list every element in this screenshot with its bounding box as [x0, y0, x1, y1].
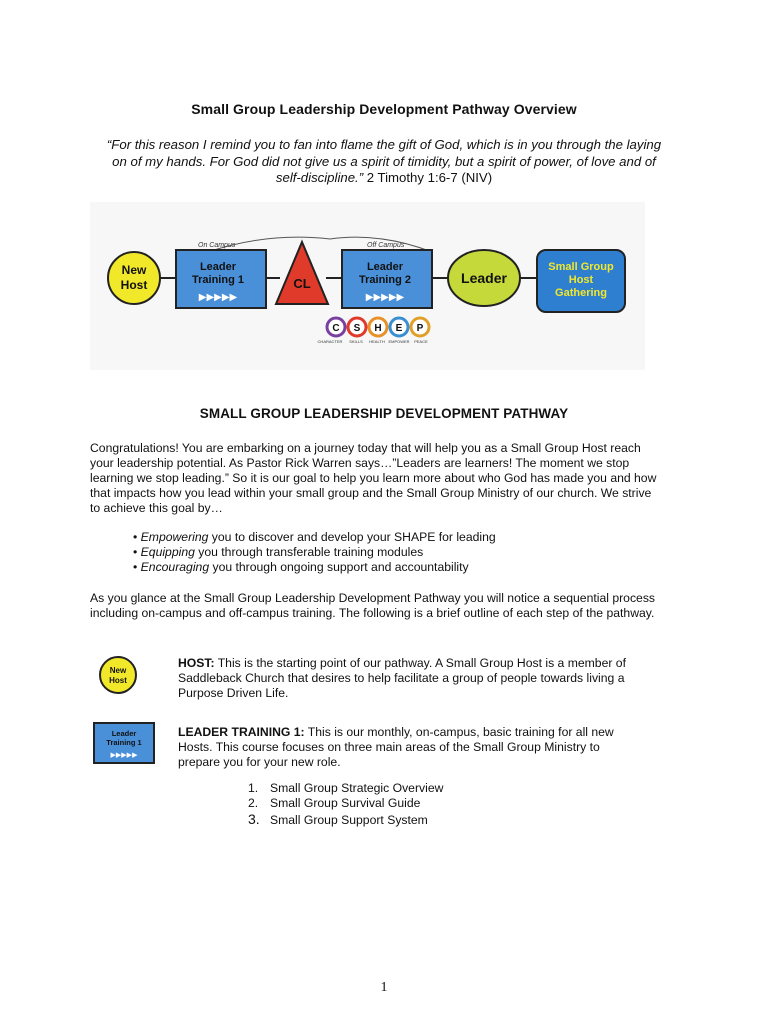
shape-word-empower: EMPOWER: [388, 339, 410, 344]
bullet-item: • Equipping you through transferable training modules: [133, 545, 424, 559]
sghg-line-1: Small Group: [548, 261, 614, 273]
document-title: Small Group Leadership Development Pathway Overview: [191, 101, 577, 117]
page-number: 1: [380, 980, 388, 995]
lt1-icon-arrows: ▶▶▶▶▶: [110, 751, 138, 759]
shape-letter-p: P: [416, 323, 424, 334]
shape-letter-c: C: [332, 323, 340, 334]
pathway-diagram-svg: [90, 202, 645, 370]
shape-circles: [318, 318, 429, 344]
host-line: Saddleback Church that desires to help facilitate a group of people towards living a: [178, 671, 625, 685]
bullet-lead: Equipping: [140, 545, 195, 559]
intro-line: Congratulations! You are embarking on a journey today that will help you as a Small Group Host reach: [90, 441, 641, 455]
quote-line-2: on of my hands. For God did not give us a spirit of timidity, but a spirit of power, of love and of: [112, 153, 656, 169]
intro-line: to achieve this goal by…: [90, 501, 223, 515]
list-item: [248, 812, 443, 828]
sghg-line-2: Host: [568, 274, 594, 286]
host-description: [178, 656, 668, 701]
on-campus-label: On Campus: [198, 242, 236, 249]
list-number: 1.: [248, 781, 259, 795]
goal-bullet-list: [133, 530, 496, 575]
bullet-lead: Encouraging: [140, 560, 210, 574]
leader-training-1-icon: [92, 720, 158, 766]
new-host-line-1: New: [121, 263, 147, 277]
pathway-diagram: [90, 202, 645, 370]
intro-line: learning we stop leading.” So it is our goal to help you learn more about who God has made you and how: [90, 471, 657, 485]
list-text: Small Group Strategic Overview: [270, 781, 444, 795]
glance-line: As you glance at the Small Group Leadership Development Pathway you will notice a sequential process: [90, 591, 656, 605]
new-host-node: [108, 252, 160, 304]
lt1-icon-line-1: Leader: [111, 729, 137, 738]
lt1-line-2: Training 1: [192, 274, 244, 286]
lt1-arrows: ▶▶▶▶▶: [198, 292, 238, 303]
glance-paragraph: [90, 591, 690, 621]
new-host-icon: [93, 655, 143, 695]
lt1-line-1: Leader: [199, 261, 237, 273]
leader-training-2-node: [342, 250, 432, 308]
sghg-line-3: Gathering: [555, 287, 607, 299]
new-host-line-2: Host: [120, 278, 148, 292]
off-campus-label: Off Campus: [367, 242, 405, 249]
quote-reference: 2 Timothy 1:6-7 (NIV): [363, 170, 493, 185]
shape-word-peace: PEACE: [414, 339, 428, 344]
cl-label: CL: [293, 276, 311, 291]
shape-word-skills: SKILLS: [349, 339, 363, 344]
bullet-item: • Encouraging you through ongoing support and accountability: [133, 560, 469, 574]
small-group-host-gathering-node: [537, 250, 625, 312]
intro-paragraph: [90, 441, 690, 516]
bullet-lead: Empowering: [140, 530, 209, 544]
host-label: HOST:: [178, 656, 215, 670]
lt1-line: prepare you for your new role.: [178, 755, 341, 769]
list-text: Small Group Survival Guide: [270, 796, 421, 811]
cl-node: [276, 242, 328, 304]
intro-line: that impacts how you lead within your small group and the Small Group Ministry of our church. We strive: [90, 486, 652, 500]
lt2-arrows: ▶▶▶▶▶: [365, 292, 405, 303]
host-icon-line-1: New: [109, 666, 127, 675]
leader-training-1-description: [178, 725, 668, 770]
glance-line: including on-campus and off-campus training. The following is a brief outline of each step of the pathway.: [90, 606, 655, 620]
scripture-quote: [84, 137, 684, 187]
host-line: Purpose Driven Life.: [178, 686, 289, 700]
bullet-rest: you through ongoing support and accountability: [209, 560, 469, 574]
shape-word-character: CHARACTER: [317, 339, 343, 344]
list-text: Small Group Support System: [270, 812, 428, 827]
shape-letter-h: H: [374, 323, 382, 334]
list-item: [248, 781, 443, 796]
lt1-line: Hosts. This course focuses on three main areas of the Small Group Ministry to: [178, 740, 600, 754]
host-line: This is the starting point of our pathway. A Small Group Host is a member of: [214, 656, 626, 670]
lt2-line-1: Leader: [366, 261, 404, 273]
list-item: [248, 796, 443, 811]
bullet-item: • Empowering you to discover and develop your SHAPE for leading: [133, 530, 496, 544]
shape-letter-e: E: [395, 323, 403, 334]
shape-letter-s: S: [353, 323, 361, 334]
section-title: SMALL GROUP LEADERSHIP DEVELOPMENT PATHWAY: [199, 406, 569, 421]
shape-word-health: HEALTH: [369, 339, 385, 344]
lt1-icon-line-2: Training 1: [106, 738, 142, 747]
lt2-line-2: Training 2: [359, 274, 411, 286]
leader-training-1-node: [176, 250, 266, 308]
leader-label: Leader: [461, 270, 507, 286]
lt1-label: LEADER TRAINING 1:: [178, 725, 305, 739]
quote-line-1: “For this reason I remind you to fan into flame the gift of God, which is in you through the laying: [106, 137, 662, 152]
bullet-rest: you through transferable training modules: [194, 545, 424, 559]
lt1-topic-list: [248, 781, 443, 828]
quote-line-3: self-discipline.”: [275, 170, 364, 185]
list-number: 3.: [248, 810, 260, 827]
leader-node: [448, 250, 520, 306]
list-number: 2.: [248, 796, 259, 811]
bullet-rest: you to discover and develop your SHAPE for leading: [208, 530, 496, 544]
lt1-line: This is our monthly, on-campus, basic training for all new: [304, 725, 614, 739]
host-icon-line-2: Host: [109, 676, 127, 685]
intro-line: your leadership potential. As Pastor Rick Warren says…”Leaders are learners! The moment we stop: [90, 456, 630, 470]
